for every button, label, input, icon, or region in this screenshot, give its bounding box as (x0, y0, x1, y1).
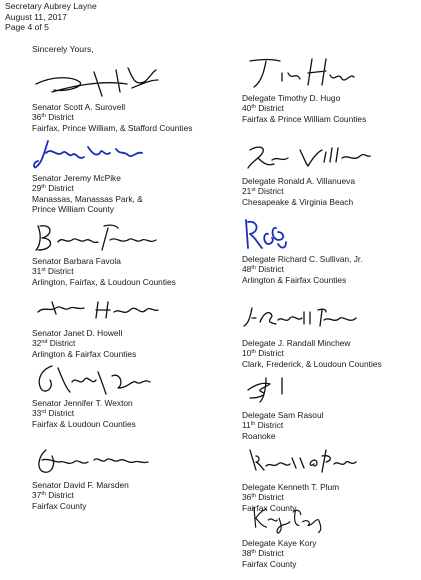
signer-area: Arlington & Fairfax Counties (32, 348, 137, 359)
signature-scribble (242, 298, 372, 338)
signer-name: Delegate Timothy D. Hugo (242, 93, 341, 103)
signature-scribble (32, 440, 162, 480)
signer-name: Senator Barbara Favola (32, 256, 121, 266)
signer-left-1 (32, 133, 162, 215)
signer-area: Arlington & Fairfax Counties (242, 274, 347, 285)
signer-name: Senator Scott A. Surovell (32, 102, 126, 112)
signer-area-continued: Prince William County (32, 204, 114, 215)
signer-area: Fairfax County (242, 502, 297, 513)
signer-right-6 (242, 502, 372, 569)
signer-left-3 (32, 288, 162, 359)
signer-left-0 (32, 62, 192, 133)
signer-district: 31st District (32, 266, 74, 277)
signature-scribble (242, 442, 372, 482)
signature-scribble (32, 62, 162, 102)
signer-right-0 (242, 53, 372, 124)
signature-scribble (242, 502, 372, 538)
signature-scribble (32, 133, 162, 173)
signer-name: Delegate Kenneth T. Plum (242, 482, 340, 492)
signer-name: Senator David F. Marsden (32, 480, 129, 490)
signer-area: Roanoke (242, 430, 276, 441)
signer-name: Delegate Ronald A. Villanueva (242, 176, 355, 186)
signer-left-5 (32, 440, 162, 511)
signer-area: Clark, Frederick, & Loudoun Counties (242, 358, 382, 369)
signer-district: 48th District (242, 264, 284, 275)
signer-district: 33rd District (32, 408, 75, 419)
signer-left-4 (32, 358, 162, 429)
signer-name: Delegate J. Randall Minchew (242, 338, 351, 348)
signer-district: 36th District (242, 492, 284, 503)
signer-right-1 (242, 136, 372, 207)
signer-area: Fairfax County (242, 558, 297, 569)
letter-header (5, 1, 97, 33)
signer-name: Delegate Sam Rasoul (242, 410, 324, 420)
signer-area: Manassas, Manassas Park, & (32, 193, 143, 204)
signer-name: Senator Janet D. Howell (32, 328, 123, 338)
signer-name: Senator Jeremy McPike (32, 173, 121, 183)
signer-right-3 (242, 298, 382, 369)
signature-scribble (32, 288, 162, 328)
signer-area: Fairfax & Loudoun Counties (32, 418, 136, 429)
signer-district: 37th District (32, 490, 74, 501)
signer-district: 38th District (242, 548, 284, 559)
signer-name: Delegate Kaye Kory (242, 538, 317, 548)
signature-scribble (242, 136, 372, 176)
signer-name: Delegate Richard C. Sullivan, Jr. (242, 254, 363, 264)
signer-name: Senator Jennifer T. Wexton (32, 398, 133, 408)
header-date: August 11, 2017 (5, 11, 67, 22)
signer-district: 36th District (32, 112, 74, 123)
signer-district: 21st District (242, 186, 284, 197)
header-recipient: Secretary Aubrey Layne (5, 1, 97, 11)
signer-district: 32nd District (32, 338, 76, 349)
signer-area: Arlington, Fairfax, & Loudoun Counties (32, 276, 176, 287)
signer-right-2 (242, 214, 372, 285)
signer-area: Fairfax County (32, 500, 87, 511)
signature-scribble (242, 370, 372, 410)
closing-salutation: Sincerely Yours, (32, 44, 94, 54)
signer-district: 11th District (242, 420, 284, 431)
signer-area: Fairfax, Prince William, & Stafford Counties (32, 122, 193, 133)
signer-district: 29th District (32, 183, 74, 194)
signer-area: Chesapeake & Virginia Beach (242, 196, 354, 207)
header-page-number: Page 4 of 5 (5, 22, 49, 33)
signature-scribble (32, 358, 162, 398)
signature-scribble (242, 214, 372, 254)
signature-scribble (242, 53, 372, 93)
signer-area: Fairfax & Prince William Counties (242, 113, 367, 124)
signature-scribble (32, 216, 162, 256)
signer-left-2 (32, 216, 176, 287)
signer-right-4 (242, 370, 372, 441)
signer-district: 10th District (242, 348, 284, 359)
signer-district: 40th District (242, 103, 284, 114)
